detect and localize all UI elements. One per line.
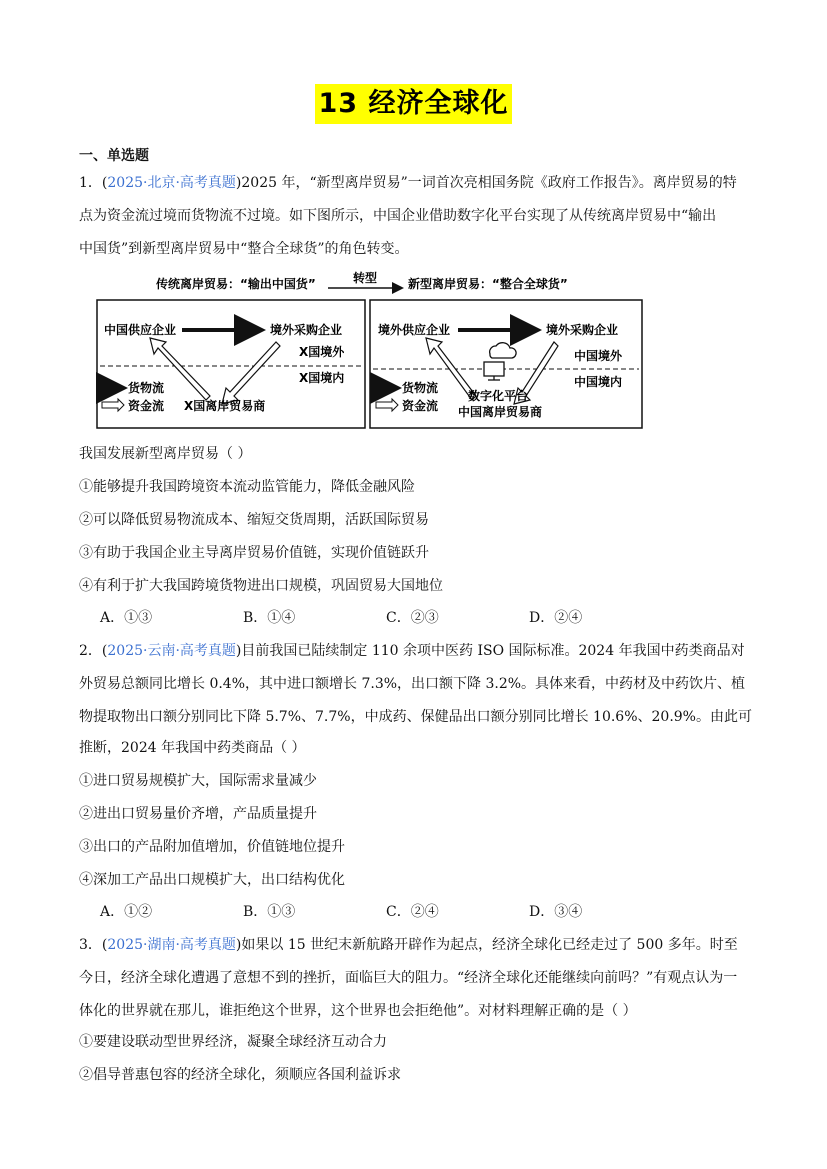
- q3-text2: 今日，经济全球化遭遇了意想不到的挫折，面临巨大的阻力。“经济全球化还能继续向前吗？”有观点认为一: [79, 970, 738, 986]
- q2-number: 2．(: [79, 643, 108, 659]
- q1-option-c[interactable]: C．②③: [386, 610, 439, 626]
- q1-option-d[interactable]: D．②④: [529, 610, 583, 626]
- q3-source: 2025·湖南·高考真题: [107, 937, 236, 953]
- right-legend-funds: 资金流: [402, 399, 439, 413]
- q2-text4: 推断，2024 年我国中药类商品（ ）: [79, 740, 306, 756]
- q1-option-b[interactable]: B．①④: [243, 610, 296, 626]
- q1-source-close: ): [235, 175, 242, 191]
- q2-text3: 物提取物出口额分别同比下降 5.7%、7.7%，中成药、保健品出口额分别同比增长 10.6%、20.9%。由此可: [79, 709, 752, 725]
- q1-text2: 点为资金流过境而货物流不过境。如下图所示，中国企业借助数字化平台实现了从传统离岸贸易中“输出: [79, 208, 717, 224]
- left-legend-goods: 货物流: [128, 381, 165, 395]
- left-inside: X国境内: [299, 371, 345, 385]
- right-platform-1: 数字化平台: [468, 389, 529, 403]
- cloud-computer-icon: [484, 343, 516, 380]
- right-inside: 中国境内: [574, 375, 623, 389]
- diagram-top-right: 新型离岸贸易：“整合全球货”: [408, 277, 568, 291]
- q2-option-b[interactable]: B．①③: [243, 904, 296, 920]
- q2-item-2: ②进出口贸易量价齐增，产品质量提升: [79, 806, 317, 822]
- right-platform-2: 中国离岸贸易商: [458, 405, 543, 419]
- q3-line1: [79, 934, 738, 954]
- right-legend-funds-icon: [376, 399, 398, 411]
- q3-item-1: ①要建设联动型世界经济，凝聚全球经济互动合力: [79, 1034, 387, 1050]
- q2-option-d[interactable]: D．③④: [529, 904, 583, 920]
- left-outside: X国境外: [299, 345, 345, 359]
- diagram-transform: 转型: [353, 271, 378, 285]
- q1-source: 2025·北京·高考真题: [107, 175, 236, 191]
- left-legend-funds: 资金流: [128, 399, 165, 413]
- right-buyer: 境外采购企业: [546, 323, 619, 337]
- q1-stem: 我国发展新型离岸贸易（ ）: [79, 446, 252, 462]
- page-title: 13 经济全球化: [315, 84, 513, 124]
- q2-text1: 目前我国已陆续制定 110 余项中医药 ISO 国际标准。2024 年我国中药类商品对: [241, 643, 745, 659]
- q2-item-3: ③出口的产品附加值增加，价值链地位提升: [79, 839, 345, 855]
- q1-text1: 2025 年，“新型离岸贸易”一词首次亮相国务院《政府工作报告》。离岸贸易的特: [241, 175, 737, 191]
- left-buyer: 境外采购企业: [270, 323, 343, 337]
- offshore-trade-diagram: [96, 268, 646, 430]
- q2-item-1: ①进口贸易规模扩大，国际需求量减少: [79, 773, 317, 789]
- title-wrap: [0, 84, 827, 124]
- left-trader: X国离岸贸易商: [184, 399, 266, 413]
- right-supplier: 境外供应企业: [378, 323, 451, 337]
- q2-option-c[interactable]: C．②④: [386, 904, 439, 920]
- q3-item-2: ②倡导普惠包容的经济全球化，须顺应各国利益诉求: [79, 1067, 401, 1083]
- q1-option-a[interactable]: A．①③: [100, 610, 153, 626]
- q1-number: 1．(: [79, 175, 108, 191]
- q3-text1: 如果以 15 世纪末新航路开辟作为起点，经济全球化已经走过了 500 多年。时至: [241, 937, 738, 953]
- q2-option-a[interactable]: A．①②: [100, 904, 153, 920]
- q2-source: 2025·云南·高考真题: [107, 643, 236, 659]
- section-heading: 一、单选题: [79, 148, 149, 164]
- q1-item-1: ①能够提升我国跨境资本流动监管能力，降低金融风险: [79, 479, 415, 495]
- q3-source-close: ): [235, 937, 242, 953]
- q1-item-2: ②可以降低贸易物流成本、缩短交货周期，活跃国际贸易: [79, 512, 429, 528]
- q1-line1: [79, 172, 737, 192]
- q2-text2: 外贸易总额同比增长 0.4%，其中进口额增长 7.3%，出口额下降 3.2%。具体来看，中药材及中药饮片、植: [79, 676, 746, 692]
- right-legend-goods: 货物流: [402, 381, 439, 395]
- q2-line1: [79, 640, 745, 660]
- q1-options: [100, 607, 672, 627]
- left-fund-arrow-down: [222, 342, 280, 404]
- legend-funds-icon: [102, 399, 124, 411]
- q3-text3: 体化的世界就在那儿，谁拒绝这个世界，这个世界也会拒绝他”。对材料理解正确的是（ ）: [79, 1003, 637, 1019]
- left-supplier: 中国供应企业: [104, 323, 177, 337]
- q2-options: [100, 901, 672, 921]
- diagram-top-left: 传统离岸贸易：“输出中国货”: [156, 277, 316, 291]
- q2-item-4: ④深加工产品出口规模扩大，出口结构优化: [79, 872, 345, 888]
- q1-text3: 中国货”到新型离岸贸易中“整合全球货”的角色转变。: [79, 241, 409, 257]
- right-outside: 中国境外: [574, 349, 623, 363]
- q1-item-4: ④有利于扩大我国跨境货物进出口规模，巩固贸易大国地位: [79, 578, 443, 594]
- q3-number: 3．(: [79, 937, 108, 953]
- q2-source-close: ): [235, 643, 242, 659]
- q1-item-3: ③有助于我国企业主导离岸贸易价值链，实现价值链跃升: [79, 545, 429, 561]
